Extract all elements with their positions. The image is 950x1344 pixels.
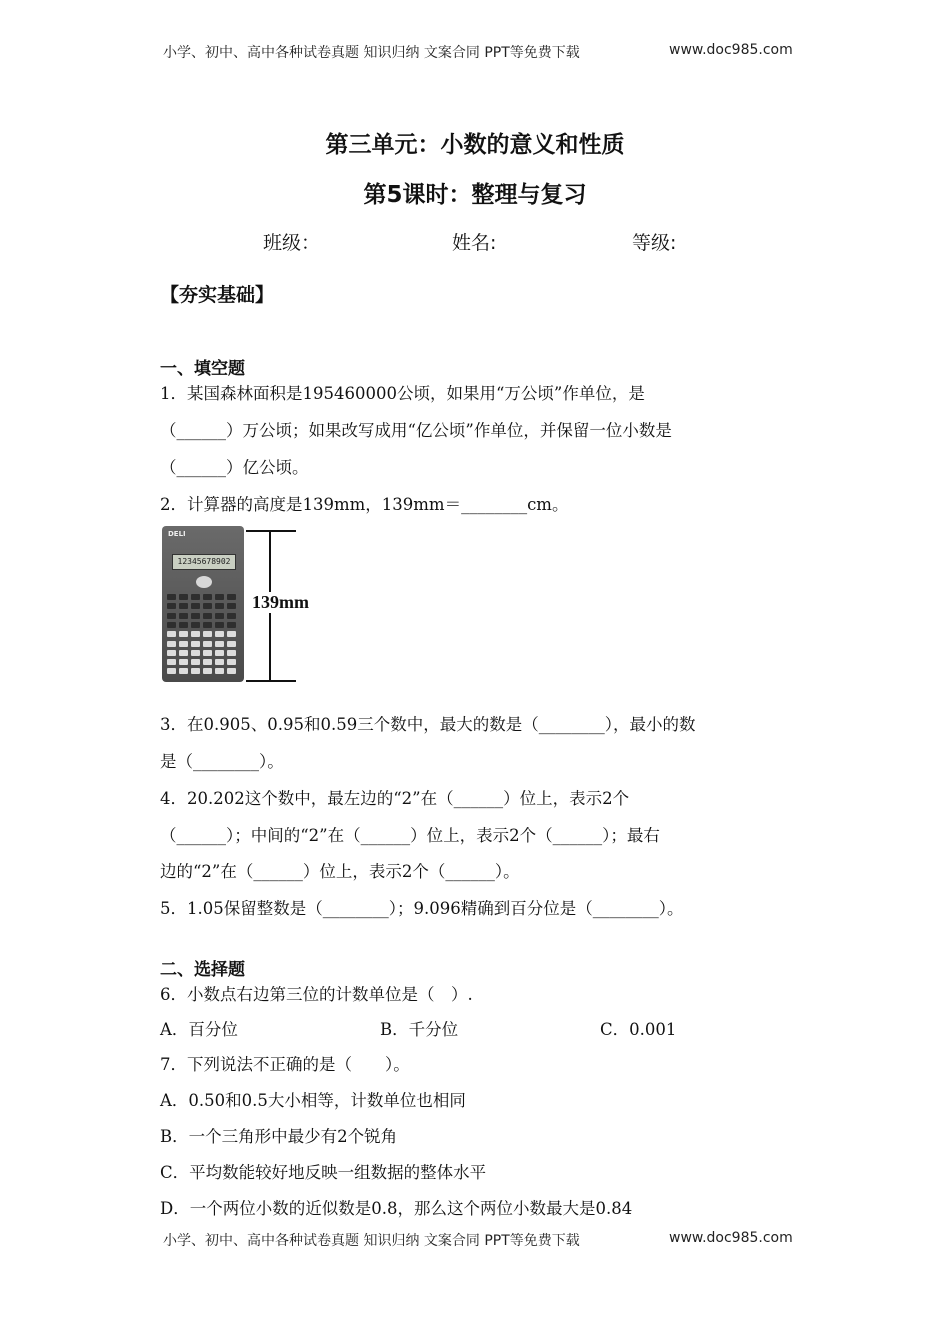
- calculator-key: [191, 659, 200, 665]
- calculator-key: [191, 631, 200, 637]
- calculator-key: [215, 668, 224, 674]
- calculator-key: [179, 631, 188, 637]
- grade-label: 等级:: [632, 232, 677, 254]
- calculator-key: [215, 659, 224, 665]
- calculator-key: [203, 594, 212, 600]
- question-4-line-2: （______）；中间的“2”在（______）位上，表示2个（______）；最右: [160, 826, 660, 845]
- calculator-key: [227, 631, 236, 637]
- calculator-brand: DELI: [168, 530, 186, 538]
- calculator-key: [215, 650, 224, 656]
- calculator-key: [203, 613, 212, 619]
- calculator-key: [203, 668, 212, 674]
- question-3-line-1: 3．在0.905、0.95和0.59三个数中，最大的数是（________），最小的数: [160, 715, 696, 734]
- header-text: 小学、初中、高中各种试卷真题 知识归纳 文案合同 PPT等免费下载: [163, 45, 580, 61]
- calculator-key: [179, 622, 188, 628]
- calculator-key: [167, 641, 176, 647]
- page-title: 第三单元：小数的意义和性质: [325, 132, 625, 158]
- calculator-key: [179, 594, 188, 600]
- footer-website: www.doc985.com: [669, 1230, 793, 1246]
- calculator-key: [167, 631, 176, 637]
- name-label: 姓名:: [452, 232, 497, 254]
- calculator-key: [167, 668, 176, 674]
- calculator-key: [227, 622, 236, 628]
- section-fill-blank-heading: 一、填空题: [160, 359, 245, 379]
- class-label: 班级：: [263, 232, 321, 254]
- page-subtitle: 第5课时：整理与复习: [363, 182, 587, 208]
- question-7-option-c: C．平均数能较好地反映一组数据的整体水平: [160, 1163, 487, 1182]
- calculator-nav-pad: [196, 576, 212, 588]
- calculator-key: [227, 613, 236, 619]
- question-1-line-1: 1．某国森林面积是195460000公顷，如果用“万公顷”作单位，是: [160, 384, 645, 403]
- question-6-option-b: B．千分位: [380, 1020, 459, 1039]
- calculator-key: [215, 613, 224, 619]
- measure-label: 139mm: [252, 592, 309, 612]
- calculator-key: [191, 641, 200, 647]
- calculator-key: [215, 594, 224, 600]
- calculator-key: [203, 650, 212, 656]
- calculator-key: [227, 668, 236, 674]
- calculator-key: [203, 659, 212, 665]
- measure-top-line: [246, 530, 296, 532]
- calculator-key: [215, 641, 224, 647]
- calculator-key: [215, 631, 224, 637]
- calculator-key: [179, 603, 188, 609]
- section-basic-heading: 【夯实基础】: [160, 284, 275, 306]
- question-7-option-a: A．0.50和0.5大小相等，计数单位也相同: [160, 1091, 466, 1110]
- calculator-display: 12345678902: [172, 554, 236, 570]
- question-7-option-b: B．一个三角形中最少有2个锐角: [160, 1127, 398, 1146]
- calculator-key: [227, 641, 236, 647]
- question-4-line-3: 边的“2”在（______）位上，表示2个（______）。: [160, 862, 520, 881]
- question-6-option-a: A．百分位: [160, 1020, 238, 1039]
- calculator-key: [203, 641, 212, 647]
- header-website: www.doc985.com: [669, 42, 793, 58]
- calculator-key: [167, 603, 176, 609]
- question-1-line-3: （______）亿公顷。: [160, 458, 309, 477]
- calculator-key: [167, 659, 176, 665]
- calculator-key: [179, 641, 188, 647]
- calculator-key: [227, 650, 236, 656]
- question-7-option-d: D．一个两位小数的近似数是0.8，那么这个两位小数最大是0.84: [160, 1199, 633, 1218]
- calculator-key: [215, 622, 224, 628]
- calculator-key: [215, 603, 224, 609]
- section-multiple-choice-heading: 二、选择题: [160, 960, 245, 980]
- question-3-line-2: 是（________）。: [160, 752, 284, 771]
- question-2: 2．计算器的高度是139mm，139mm＝________cm。: [160, 495, 569, 514]
- question-4-line-1: 4．20.202这个数中，最左边的“2”在（______）位上，表示2个: [160, 789, 630, 808]
- calculator-key: [179, 668, 188, 674]
- question-5: 5．1.05保留整数是（________）；9.096精确到百分位是（________）。: [160, 899, 684, 918]
- calculator-key: [191, 613, 200, 619]
- calculator-key: [167, 613, 176, 619]
- calculator-key: [179, 659, 188, 665]
- question-6-option-c: C．0.001: [600, 1020, 677, 1039]
- calculator-key: [227, 659, 236, 665]
- calculator-keypad: [167, 594, 239, 678]
- calculator-key: [203, 631, 212, 637]
- measure-bottom-line: [246, 680, 296, 682]
- calculator-key: [227, 603, 236, 609]
- calculator-key: [167, 622, 176, 628]
- calculator-image: [162, 526, 244, 682]
- calculator-key: [203, 622, 212, 628]
- question-6-stem: 6．小数点右边第三位的计数单位是（ ）.: [160, 985, 473, 1004]
- calculator-key: [167, 650, 176, 656]
- calculator-key: [227, 594, 236, 600]
- calculator-key: [179, 650, 188, 656]
- calculator-key: [179, 613, 188, 619]
- calculator-key: [191, 603, 200, 609]
- question-7-stem: 7．下列说法不正确的是（ ）。: [160, 1055, 410, 1074]
- calculator-key: [191, 650, 200, 656]
- question-1-line-2: （______）万公顷；如果改写成用“亿公顷”作单位，并保留一位小数是: [160, 421, 672, 440]
- calculator-key: [191, 594, 200, 600]
- calculator-key: [191, 668, 200, 674]
- calculator-key: [203, 603, 212, 609]
- calculator-key: [191, 622, 200, 628]
- footer-text: 小学、初中、高中各种试卷真题 知识归纳 文案合同 PPT等免费下载: [163, 1233, 580, 1249]
- calculator-key: [167, 594, 176, 600]
